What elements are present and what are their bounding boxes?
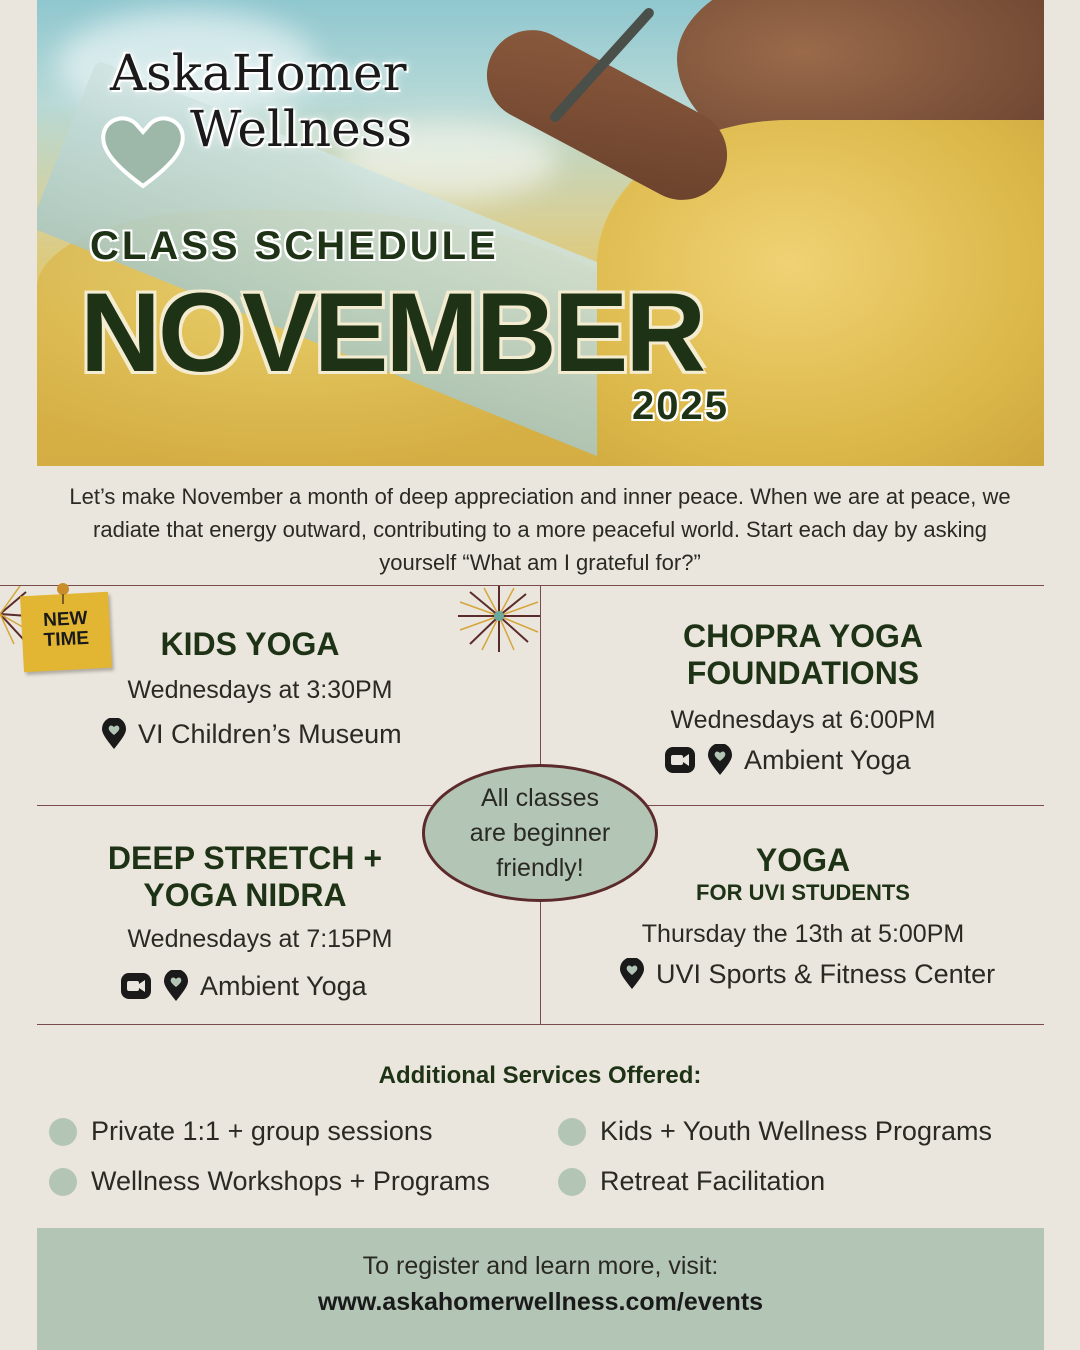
service-item [49,1166,490,1197]
oval-text [450,781,630,886]
firework-decoration [456,586,542,656]
divider-vertical-bottom [540,902,541,1024]
class-title-chopra-yoga [560,618,1046,692]
heart-icon [100,114,186,190]
video-camera-icon [664,744,696,776]
year-label: 2025 [632,384,729,428]
class-title-yoga-uvi: YOGA [755,842,851,878]
location-label: VI Children’s Museum [138,718,402,749]
title-line2: YOGA NIDRA [143,877,347,913]
beginner-friendly-badge [422,764,658,902]
service-label: Retreat Facilitation [600,1166,826,1196]
events-link[interactable]: www.askahomerwellness.com/events [317,1288,764,1316]
month-title: NOVEMBER [80,270,704,395]
class-location [120,970,367,1002]
logo-text-line2: Wellness [190,100,412,158]
bullet-dot-icon [558,1168,586,1196]
logo-text-line1: AskaHomer [110,44,407,102]
location-label: Ambient Yoga [744,744,911,775]
location-pin-icon [618,958,646,990]
bullet-dot-icon [49,1118,77,1146]
title-line1: DEEP STRETCH + [107,840,383,876]
oval-line2: are beginner [469,818,611,847]
location-label: Ambient Yoga [200,970,367,1001]
footer-banner [37,1228,1044,1350]
service-label: Private 1:1 + group sessions [91,1116,433,1146]
service-item [558,1116,992,1147]
service-label: Wellness Workshops + Programs [91,1166,490,1196]
footer-text: To register and learn more, visit: [362,1252,719,1280]
class-time: Thursday the 13th at 5:00PM [641,920,965,948]
badge-line1: NEW [42,607,89,632]
location-label: UVI Sports & Fitness Center [656,958,996,989]
oval-line1: All classes [480,783,600,812]
class-time: Wednesdays at 6:00PM [670,706,936,734]
location-pin-icon [162,970,190,1002]
title-line1: CHOPRA YOGA [682,618,924,654]
oval-line3: friendly! [496,853,584,882]
bullet-dot-icon [558,1118,586,1146]
service-item [49,1116,432,1147]
service-item [558,1166,825,1197]
class-title-deep-stretch [60,840,430,914]
class-subtitle: FOR UVI STUDENTS [696,880,910,905]
title-line2: FOUNDATIONS [686,655,920,691]
service-label: Kids + Youth Wellness Programs [600,1116,992,1146]
location-pin-icon [706,744,734,776]
divider-bottom [37,1024,1044,1025]
class-title-kids-yoga: KIDS YOGA [160,626,340,662]
class-location [100,718,402,750]
badge-line2: TIME [43,627,90,652]
video-camera-icon [120,970,152,1002]
intro-paragraph: Let’s make November a month of deep appreciation and inner peace. When we are at peace, we radiate that energy outward, contributing to a more peaceful world. Start each day by asking yourself “What am I grateful for?” [69,484,1011,575]
class-time: Wednesdays at 7:15PM [127,925,393,953]
schedule-heading: CLASS SCHEDULE [90,224,499,268]
brand-logo [70,44,450,164]
pushpin-icon [54,582,72,604]
class-location [664,744,911,776]
location-pin-icon [100,718,128,750]
bullet-dot-icon [49,1168,77,1196]
services-title: Additional Services Offered: [378,1062,702,1089]
class-time: Wednesdays at 3:30PM [127,676,393,704]
class-location [618,958,995,990]
